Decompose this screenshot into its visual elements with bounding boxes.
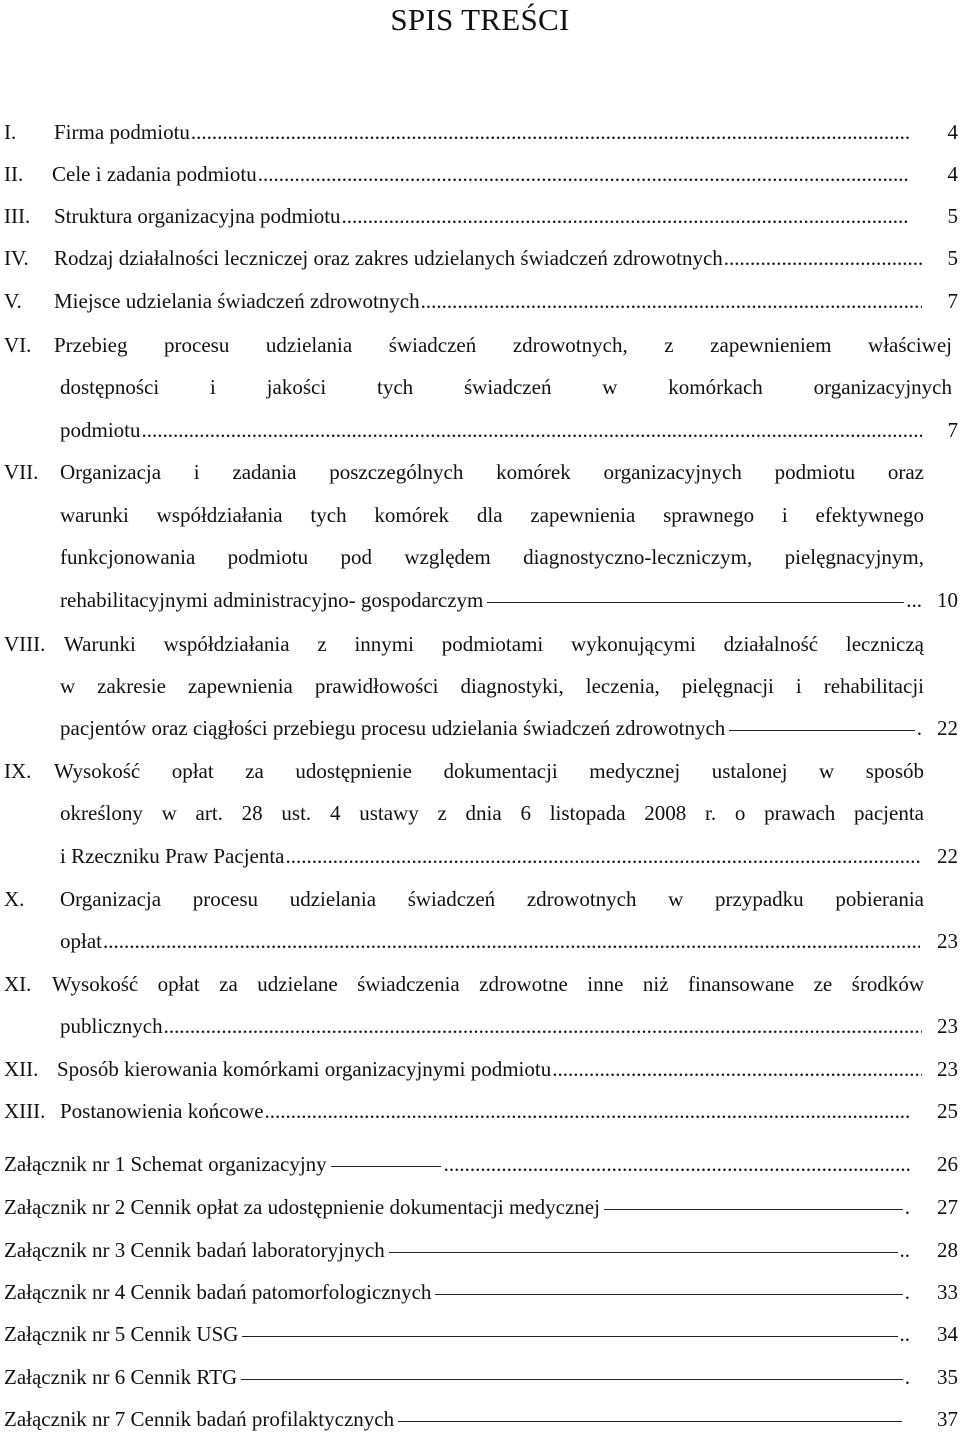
toc-text-line: Warunki współdziałania z innymi podmiotami wykonującymi działalność leczniczą (64, 632, 924, 656)
toc-text-line: Przebieg procesu udzielania świadczeń zdrowotnych, z zapewnieniem właściwej (54, 333, 952, 357)
dash-leader (487, 602, 904, 603)
dot-leader (163, 1011, 922, 1041)
attachment-entry-5[interactable] (0, 1319, 960, 1349)
leader-tail: . (904, 1280, 910, 1304)
toc-text: pacjentów oraz ciągłości przebiegu procesu udzielania świadczeń zdrowotnych (60, 716, 726, 740)
toc-entry-4[interactable] (0, 243, 960, 273)
attachment-title (4, 1319, 910, 1349)
dot-leader (285, 841, 923, 871)
attachment-entry-4[interactable] (0, 1277, 960, 1307)
attachment-page: 37 (937, 1407, 958, 1431)
attachment-page: 28 (937, 1238, 958, 1262)
toc-entry-2[interactable] (0, 159, 960, 189)
toc-title (54, 243, 922, 273)
toc-text: Firma podmiotu (54, 120, 190, 144)
toc-title (60, 1011, 922, 1041)
toc-title (54, 201, 910, 231)
attachment-text: Załącznik nr 4 Cennik badań patomorfologicznych (4, 1280, 432, 1304)
leader-tail: . (904, 1195, 910, 1219)
toc-number: X. (4, 887, 25, 911)
toc-number: XI. (4, 972, 32, 996)
dash-leader (389, 1252, 898, 1253)
toc-title (60, 415, 922, 445)
toc-page: 23 (937, 1057, 958, 1081)
toc-text-line: warunki współdziałania tych komórek dla zapewnienia sprawnego i efektywnego (60, 503, 924, 527)
toc-entry-1[interactable] (0, 117, 960, 147)
toc-text: publicznych (60, 1014, 163, 1038)
toc-text-line: Organizacja procesu udzielania świadczeń zdrowotnych w przypadku pobierania (60, 887, 924, 911)
attachment-text: Załącznik nr 7 Cennik badań profilaktycznych (4, 1407, 395, 1431)
attachment-entry-1[interactable] (0, 1149, 960, 1179)
toc-number: III. (4, 204, 31, 228)
toc-page: 5 (947, 204, 958, 228)
attachment-text: Załącznik nr 2 Cennik opłat za udostępnienie dokumentacji medycznej (4, 1195, 600, 1219)
toc-title (52, 159, 910, 189)
toc-title (60, 585, 922, 615)
toc-text: Miejsce udzielania świadczeń zdrowotnych (54, 289, 420, 313)
toc-text: Struktura organizacyjna podmiotu (54, 204, 341, 228)
attachment-title (4, 1404, 904, 1434)
attachment-entry-6[interactable] (0, 1362, 960, 1392)
toc-text: Postanowienia końcowe (60, 1099, 264, 1123)
toc-page: 23 (937, 1014, 958, 1038)
toc-page: 10 (937, 588, 958, 612)
dash-leader (729, 730, 914, 731)
attachment-title (4, 1235, 910, 1265)
attachment-entry-7[interactable] (0, 1404, 960, 1434)
attachment-entry-3[interactable] (0, 1235, 960, 1265)
toc-page: 25 (937, 1099, 958, 1123)
attachment-page: 34 (937, 1322, 958, 1346)
toc-text-line: Wysokość opłat za udostępnienie dokumentacji medycznej ustalonej w sposób (54, 759, 924, 783)
attachment-page: 26 (937, 1152, 958, 1176)
toc-text-line: Wysokość opłat za udzielane świadczenia zdrowotne inne niż finansowane ze środków (52, 972, 924, 996)
attachment-text: Załącznik nr 5 Cennik USG (4, 1322, 239, 1346)
toc-text-line: w zakresie zapewnienia prawidłowości diagnostyki, leczenia, pielęgnacji i rehabilitacji (60, 674, 924, 698)
toc-text: i Rzeczniku Praw Pacjenta (60, 844, 285, 868)
dot-leader (257, 159, 910, 189)
toc-page: 5 (947, 246, 958, 270)
toc-title (60, 926, 920, 956)
dot-leader (420, 286, 922, 316)
attachment-entry-2[interactable] (0, 1192, 960, 1222)
dot-leader (141, 415, 922, 445)
toc-entry-3[interactable] (0, 201, 960, 231)
toc-number: IV. (4, 246, 29, 270)
attachment-page: 27 (937, 1195, 958, 1219)
page-title: SPIS TREŚCI (390, 2, 570, 37)
attachment-text: Załącznik nr 3 Cennik badań laboratoryjnych (4, 1238, 385, 1262)
toc-text: Rodzaj działalności leczniczej oraz zakres udzielanych świadczeń zdrowotnych (54, 246, 723, 270)
dot-leader (551, 1054, 922, 1084)
attachment-text: Załącznik nr 6 Cennik RTG (4, 1365, 238, 1389)
attachment-text: Załącznik nr 1 Schemat organizacyjny (4, 1152, 327, 1176)
toc-text: Cele i zadania podmiotu (52, 162, 257, 186)
toc-text: podmiotu (60, 418, 141, 442)
dash-leader (241, 1379, 903, 1380)
toc-page: 22 (937, 844, 958, 868)
toc-text-line: Organizacja i zadania poszczególnych komórek organizacyjnych podmiotu oraz (60, 460, 924, 484)
toc-title (60, 841, 922, 871)
toc-entry-13[interactable] (0, 1096, 960, 1126)
toc-entry-12[interactable] (0, 1054, 960, 1084)
attachment-page: 35 (937, 1365, 958, 1389)
dash-leader (604, 1209, 903, 1210)
toc-page: 22 (937, 716, 958, 740)
dot-leader (190, 117, 910, 147)
toc-number: IX. (4, 759, 32, 783)
attachment-page: 33 (937, 1280, 958, 1304)
dot-leader (264, 1096, 910, 1126)
toc-number: I. (4, 120, 17, 144)
toc-page: 7 (947, 289, 958, 313)
dot-leader (102, 926, 920, 956)
toc-entry-5[interactable] (0, 286, 960, 316)
toc-number: XIII. (4, 1099, 46, 1123)
dash-leader (398, 1421, 902, 1422)
toc-text: opłat (60, 929, 102, 953)
leader-tail: . (916, 716, 922, 740)
attachment-title (4, 1277, 910, 1307)
leader-tail: ... (906, 588, 922, 612)
dash-leader (435, 1294, 902, 1295)
leader-tail: . (904, 1365, 910, 1389)
toc-page: 7 (947, 418, 958, 442)
toc-page: 4 (947, 120, 958, 144)
toc-number: VIII. (4, 632, 46, 656)
toc-title (57, 1054, 922, 1084)
toc-number: VII. (4, 460, 39, 484)
toc-title (54, 117, 910, 147)
toc-text: Sposób kierowania komórkami organizacyjnymi podmiotu (57, 1057, 552, 1081)
toc-title (60, 1096, 910, 1126)
dot-leader (723, 243, 922, 273)
attachment-title (4, 1149, 910, 1179)
toc-text-line: funkcjonowania podmiotu pod względem diagnostyczno-leczniczym, pielęgnacyjnym, (60, 545, 924, 569)
dash-leader (331, 1166, 441, 1167)
toc-title (54, 286, 922, 316)
toc-number: XII. (4, 1057, 39, 1081)
toc-text-line: dostępności i jakości tych świadczeń w komórkach organizacyjnych (60, 375, 952, 399)
toc-title (60, 713, 922, 743)
leader-tail: .. (899, 1322, 910, 1346)
toc-page: 4 (947, 162, 958, 186)
attachment-title (4, 1362, 910, 1392)
dash-leader (242, 1336, 897, 1337)
toc-number: VI. (4, 333, 32, 357)
leader-tail: .. (899, 1238, 910, 1262)
toc-page: 23 (937, 929, 958, 953)
toc-text-line: określony w art. 28 ust. 4 ustawy z dnia 6 listopada 2008 r. o prawach pacjenta (60, 801, 924, 825)
attachment-title (4, 1192, 910, 1222)
dot-leader (341, 201, 910, 231)
toc-text: rehabilitacyjnymi administracyjno- gospodarczym (60, 588, 484, 612)
toc-number: V. (4, 289, 22, 313)
dot-leader (443, 1149, 910, 1179)
toc-number: II. (4, 162, 24, 186)
